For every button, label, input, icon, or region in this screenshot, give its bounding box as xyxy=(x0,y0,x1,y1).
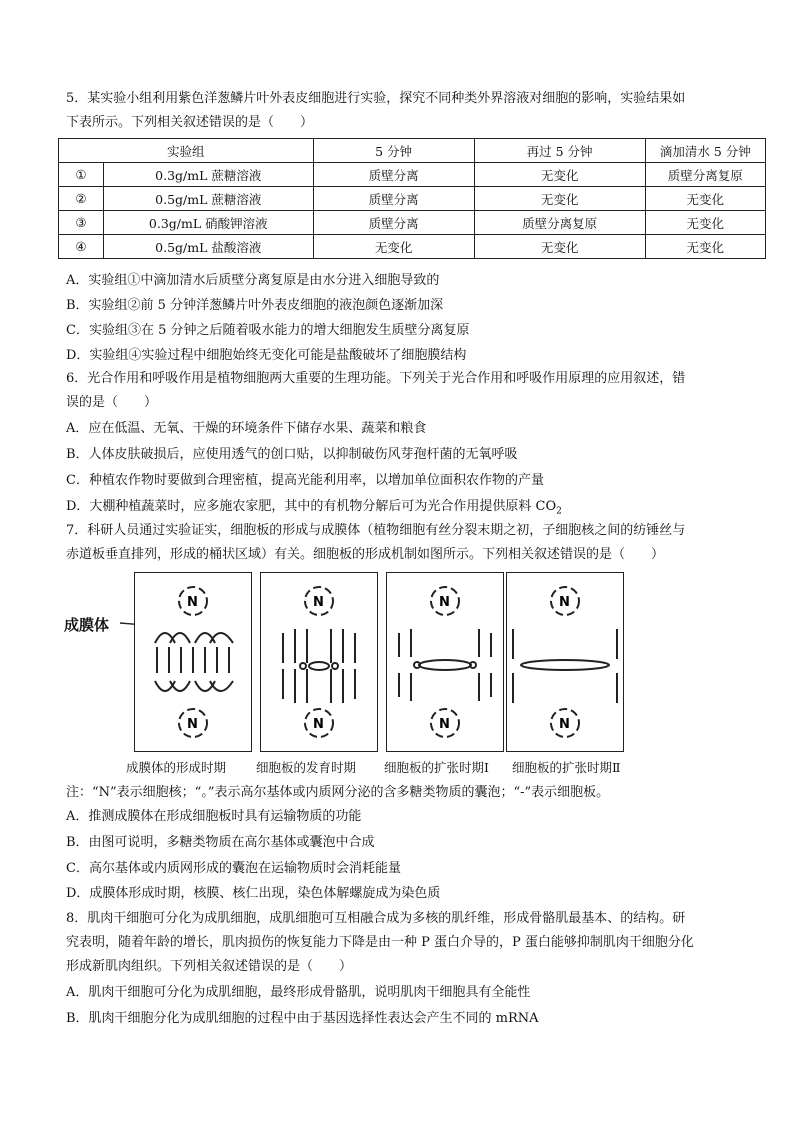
q7-option-a: A．推测成膜体在形成细胞板时具有运输物质的功能 xyxy=(66,809,362,824)
table-cell: 质壁分离 xyxy=(313,187,474,211)
table-row xyxy=(59,187,766,211)
table-cell: 0.5g/mL 盐酸溶液 xyxy=(104,235,314,259)
q8-option-a: A．肌肉干细胞可分化为成肌细胞，最终形成骨骼肌，说明肌肉干细胞具有全能性 xyxy=(66,985,531,1000)
table-cell: 无变化 xyxy=(645,187,765,211)
table-row xyxy=(59,163,766,187)
table-header-row xyxy=(59,139,766,163)
table-cell: ③ xyxy=(59,211,104,235)
caption-3: 细胞板的扩张时期Ⅰ xyxy=(384,760,489,775)
nucleus-label: N xyxy=(559,595,570,610)
nucleus-label: N xyxy=(187,595,198,610)
q6-option-c: C．种植农作物时要做到合理密植，提高光能利用率，以增加单位面积农作物的产量 xyxy=(66,473,544,488)
phragmoplast-label: 成膜体 xyxy=(64,616,110,634)
table-header-cell: 再过 5 分钟 xyxy=(474,139,645,163)
table-cell: 0.3g/mL 蔗糖溶液 xyxy=(104,163,314,187)
q6-stem-line2: 误的是（ ） xyxy=(66,395,158,410)
table-row xyxy=(59,211,766,235)
table-cell: 无变化 xyxy=(474,235,645,259)
table-cell: 质壁分离 xyxy=(313,211,474,235)
q7-option-d: D．成膜体形成时期，核膜、核仁出现，染色体解螺旋成为染色质 xyxy=(66,886,441,901)
q7-option-c: C．高尔基体或内质网形成的囊泡在运输物质时会消耗能量 xyxy=(66,861,401,876)
q6-option-d xyxy=(66,498,562,521)
q6-stem-line1: 6．光合作用和呼吸作用是植物细胞两大重要的生理功能。下列关于光合作用和呼吸作用原理的应用叙述，错 xyxy=(66,371,686,386)
panel-2-drawing xyxy=(261,573,377,751)
nucleus-label: N xyxy=(439,595,450,610)
q7-stem-line1: 7．科研人员通过实验证实，细胞板的形成与成膜体（植物细胞有丝分裂末期之初，子细胞核之间的纺锤丝与 xyxy=(66,523,686,538)
table-header-cell: 滴加清水 5 分钟 xyxy=(645,139,765,163)
co2-subscript: 2 xyxy=(556,506,562,517)
q7-note: 注：“N”表示细胞核；“。”表示高尔基体或内质网分泌的含多糖类物质的囊泡；“-”表示细胞板。 xyxy=(66,785,610,800)
q8-stem-line1: 8．肌肉干细胞可分化为成肌细胞，成肌细胞可互相融合成为多核的肌纤维，形成骨骼肌最基本、的结构。研 xyxy=(66,911,686,926)
table-cell: 无变化 xyxy=(474,163,645,187)
table-cell: ① xyxy=(59,163,104,187)
q6-option-a: A．应在低温、无氧、干燥的环境条件下储存水果、蔬菜和粮食 xyxy=(66,421,427,436)
panel-cell-plate-development xyxy=(260,572,378,752)
q6-option-d-text: D．大棚种植蔬菜时，应多施农家肥，其中的有机物分解后可为光合作用提供原料 CO xyxy=(66,499,557,514)
table-row xyxy=(59,235,766,259)
q5-option-c: C．实验组③在 5 分钟之后随着吸水能力的增大细胞发生质壁分离复原 xyxy=(66,323,470,338)
q6-option-b: B．人体皮肤破损后，应使用透气的创口贴，以抑制破伤风芽孢杆菌的无氧呼吸 xyxy=(66,447,518,462)
nucleus-label: N xyxy=(313,595,324,610)
table-header-cell: 实验组 xyxy=(59,139,314,163)
q7-option-b: B．由图可说明，多糖类物质在高尔基体或囊泡中合成 xyxy=(66,835,375,850)
caption-1: 成膜体的形成时期 xyxy=(126,760,227,775)
caption-4: 细胞板的扩张时期Ⅱ xyxy=(512,760,621,775)
nucleus-label: N xyxy=(313,717,324,732)
table-cell: 无变化 xyxy=(313,235,474,259)
table-cell: 质壁分离复原 xyxy=(474,211,645,235)
q8-stem-line2: 究表明，随着年龄的增长，肌肉损伤的恢复能力下降是由一种 P 蛋白介导的，P 蛋白能够抑制肌肉干细胞分化 xyxy=(66,935,694,950)
panel-1-drawing xyxy=(135,573,251,751)
panel-cell-plate-expansion-2 xyxy=(506,572,624,752)
q8-option-b: B．肌肉干细胞分化为成肌细胞的过程中由于基因选择性表达会产生不同的 mRNA xyxy=(66,1011,539,1026)
panel-4-drawing xyxy=(507,573,623,751)
panel-cell-plate-expansion-1 xyxy=(386,572,504,752)
q5-option-d: D．实验组④实验过程中细胞始终无变化可能是盐酸破坏了细胞膜结构 xyxy=(66,348,467,363)
table-cell: 0.5g/mL 蔗糖溶液 xyxy=(104,187,314,211)
table-cell: 无变化 xyxy=(645,235,765,259)
table-cell: ② xyxy=(59,187,104,211)
panel-3-drawing xyxy=(387,573,503,751)
table-header-cell: 5 分钟 xyxy=(313,139,474,163)
nucleus-label: N xyxy=(187,717,198,732)
q5-results-table xyxy=(58,138,766,259)
q5-stem-line1: 5．某实验小组利用紫色洋葱鳞片叶外表皮细胞进行实验，探究不同种类外界溶液对细胞的影响，实验结果如 xyxy=(66,91,686,106)
q7-stem-line2: 赤道板垂直排列，形成的桶状区域）有关。细胞板的形成机制如图所示。下列相关叙述错误的是（ ） xyxy=(66,547,665,562)
table-cell: ④ xyxy=(59,235,104,259)
q5-option-a: A．实验组①中滴加清水后质壁分离复原是由水分进入细胞导致的 xyxy=(66,273,440,288)
q8-stem-line3: 形成新肌肉组织。下列相关叙述错误的是（ ） xyxy=(66,959,353,974)
table-cell: 0.3g/mL 硝酸钾溶液 xyxy=(104,211,314,235)
caption-2: 细胞板的发育时期 xyxy=(256,760,357,775)
table-cell: 质壁分离复原 xyxy=(645,163,765,187)
table-cell: 无变化 xyxy=(645,211,765,235)
nucleus-label: N xyxy=(559,717,570,732)
q5-option-b: B．实验组②前 5 分钟洋葱鳞片叶外表皮细胞的液泡颜色逐渐加深 xyxy=(66,298,444,313)
table-cell: 质壁分离 xyxy=(313,163,474,187)
panel-phragmoplast-formation xyxy=(134,572,252,752)
cell-plate-figure xyxy=(64,568,624,758)
q5-stem-line2: 下表所示。下列相关叙述错误的是（ ） xyxy=(66,115,314,130)
table-cell: 无变化 xyxy=(474,187,645,211)
nucleus-label: N xyxy=(439,717,450,732)
